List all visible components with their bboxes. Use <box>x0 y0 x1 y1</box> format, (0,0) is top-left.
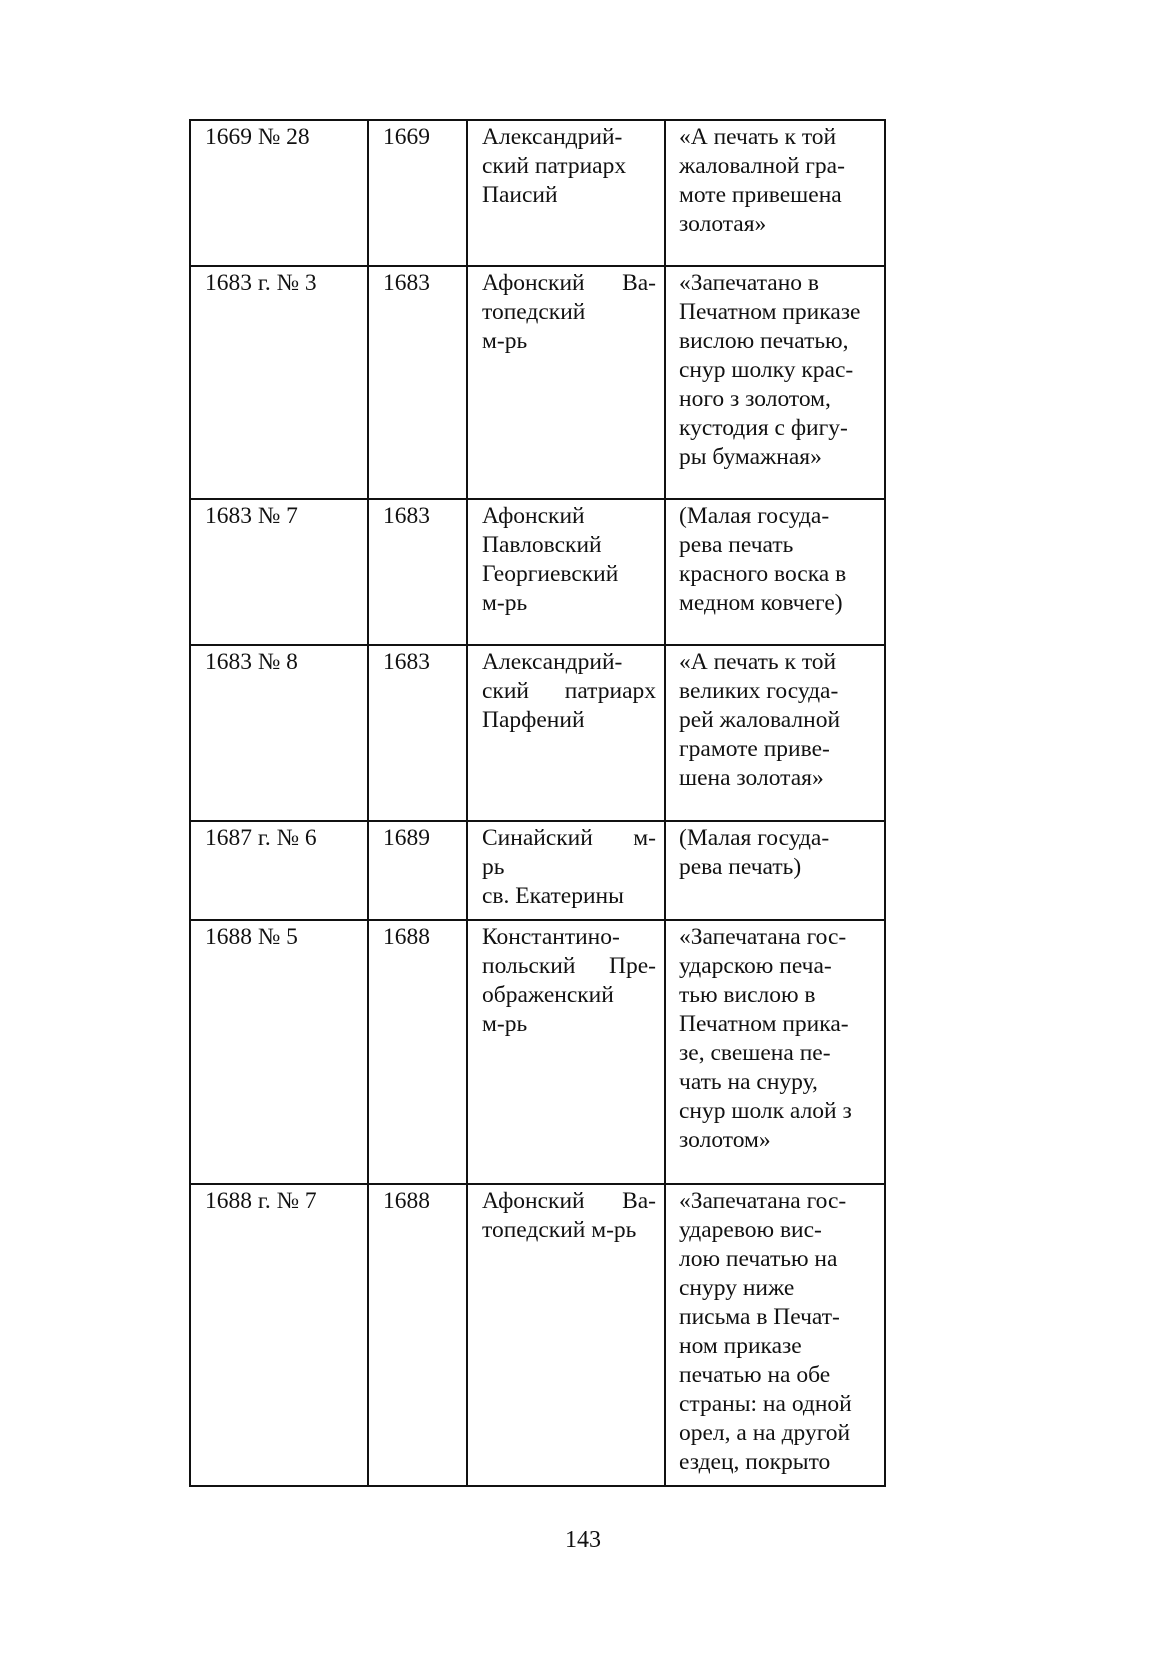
cell-line: Паисий <box>482 182 558 208</box>
cell-line: великих госуда- <box>679 678 839 704</box>
cell-line: «А печать к той <box>679 124 837 150</box>
cell-line: моте привешена <box>679 182 842 208</box>
cell-source <box>467 645 665 821</box>
cell-line: Георгиевский <box>482 561 619 587</box>
cell-line: ного з золотом, <box>679 386 831 412</box>
cell-line: снур шолку крас- <box>679 357 854 383</box>
cell-line: рева печать <box>679 532 794 558</box>
cell-line: снуру ниже <box>679 1275 795 1301</box>
cell-seal-description <box>665 1184 885 1486</box>
cell-line: топедский м-рь <box>482 1217 637 1243</box>
cell-line: Александрий- <box>482 649 623 675</box>
cell-year: 1689 <box>368 821 467 920</box>
cell-line: польский Пре- <box>482 953 656 979</box>
cell-line: снур шолк алой з <box>679 1098 852 1124</box>
cell-year: 1688 <box>368 920 467 1184</box>
cell-line: письма в Печат- <box>679 1304 840 1330</box>
cell-line: «Запечатано в <box>679 270 819 296</box>
cell-line: медном ковчеге) <box>679 590 843 616</box>
cell-year: 1683 <box>368 499 467 645</box>
cell-line: рь <box>482 854 505 880</box>
cell-year: 1683 <box>368 645 467 821</box>
table-row <box>190 645 885 821</box>
cell-seal-description <box>665 499 885 645</box>
cell-line: Александрий- <box>482 124 623 150</box>
cell-line: ры бумажная» <box>679 444 822 470</box>
cell-document-ref: 1683 № 7 <box>190 499 368 645</box>
cell-seal-description <box>665 120 885 266</box>
cell-document-ref: 1687 г. № 6 <box>190 821 368 920</box>
cell-line: Константино- <box>482 924 620 950</box>
cell-line: Синайский м- <box>482 825 656 851</box>
cell-line: ударскою печа- <box>679 953 832 979</box>
cell-source <box>467 266 665 499</box>
cell-line: грамоте приве- <box>679 736 830 762</box>
cell-document-ref: 1683 № 8 <box>190 645 368 821</box>
page-number: 143 <box>565 1527 601 1553</box>
cell-line: Парфений <box>482 707 585 733</box>
cell-line: ский патриарх <box>482 153 627 179</box>
cell-line: (Малая госуда- <box>679 825 830 851</box>
cell-line: Печатном приказе <box>679 299 861 325</box>
cell-line: вислою печатью, <box>679 328 849 354</box>
table-row <box>190 499 885 645</box>
cell-line: печатью на обе <box>679 1362 831 1388</box>
cell-document-ref: 1669 № 28 <box>190 120 368 266</box>
cell-document-ref: 1688 № 5 <box>190 920 368 1184</box>
cell-line: ский патриарх <box>482 678 656 704</box>
cell-line: рева печать) <box>679 854 802 880</box>
cell-line: Печатном прика- <box>679 1011 849 1037</box>
table-row <box>190 821 885 920</box>
cell-source <box>467 1184 665 1486</box>
cell-line: Афонский <box>482 503 585 529</box>
cell-seal-description <box>665 266 885 499</box>
cell-document-ref: 1688 г. № 7 <box>190 1184 368 1486</box>
cell-source <box>467 920 665 1184</box>
cell-document-ref: 1683 г. № 3 <box>190 266 368 499</box>
cell-line: ображенский <box>482 982 614 1008</box>
cell-line: топедский <box>482 299 586 325</box>
cell-year: 1669 <box>368 120 467 266</box>
cell-line: (Малая госуда- <box>679 503 830 529</box>
cell-line: св. Екатерины <box>482 883 624 909</box>
cell-line: «Запечатана гос- <box>679 924 847 950</box>
cell-year: 1688 <box>368 1184 467 1486</box>
table-row <box>190 120 885 266</box>
cell-line: золотом» <box>679 1127 771 1153</box>
cell-line: лою печатью на <box>679 1246 838 1272</box>
cell-line: ездец, покрыто <box>679 1449 831 1475</box>
cell-line: рей жаловалной <box>679 707 841 733</box>
table-body <box>190 120 885 1486</box>
cell-line: ударевою вис- <box>679 1217 822 1243</box>
cell-line: шена золотая» <box>679 765 824 791</box>
cell-line: м-рь <box>482 590 528 616</box>
cell-seal-description <box>665 645 885 821</box>
cell-seal-description <box>665 821 885 920</box>
table-row <box>190 1184 885 1486</box>
cell-line: страны: на одной <box>679 1391 852 1417</box>
cell-line: красного воска в <box>679 561 847 587</box>
cell-line: «Запечатана гос- <box>679 1188 847 1214</box>
cell-line: Павловский <box>482 532 602 558</box>
cell-line: зе, свешена пе- <box>679 1040 831 1066</box>
cell-line: чать на снуру, <box>679 1069 818 1095</box>
cell-year: 1683 <box>368 266 467 499</box>
cell-line: орел, а на другой <box>679 1420 851 1446</box>
cell-source <box>467 120 665 266</box>
cell-line: м-рь <box>482 328 528 354</box>
cell-source <box>467 499 665 645</box>
cell-line: ном приказе <box>679 1333 802 1359</box>
cell-line: м-рь <box>482 1011 528 1037</box>
table-row <box>190 266 885 499</box>
cell-line: «А печать к той <box>679 649 837 675</box>
cell-seal-description <box>665 920 885 1184</box>
document-table <box>189 119 886 1487</box>
cell-line: тью вислою в <box>679 982 816 1008</box>
cell-source <box>467 821 665 920</box>
cell-line: Афонский Ва- <box>482 270 656 296</box>
cell-line: золотая» <box>679 211 767 237</box>
cell-line: кустодия с фигу- <box>679 415 848 441</box>
cell-line: жаловалной гра- <box>679 153 845 179</box>
cell-line: Афонский Ва- <box>482 1188 656 1214</box>
table-row <box>190 920 885 1184</box>
